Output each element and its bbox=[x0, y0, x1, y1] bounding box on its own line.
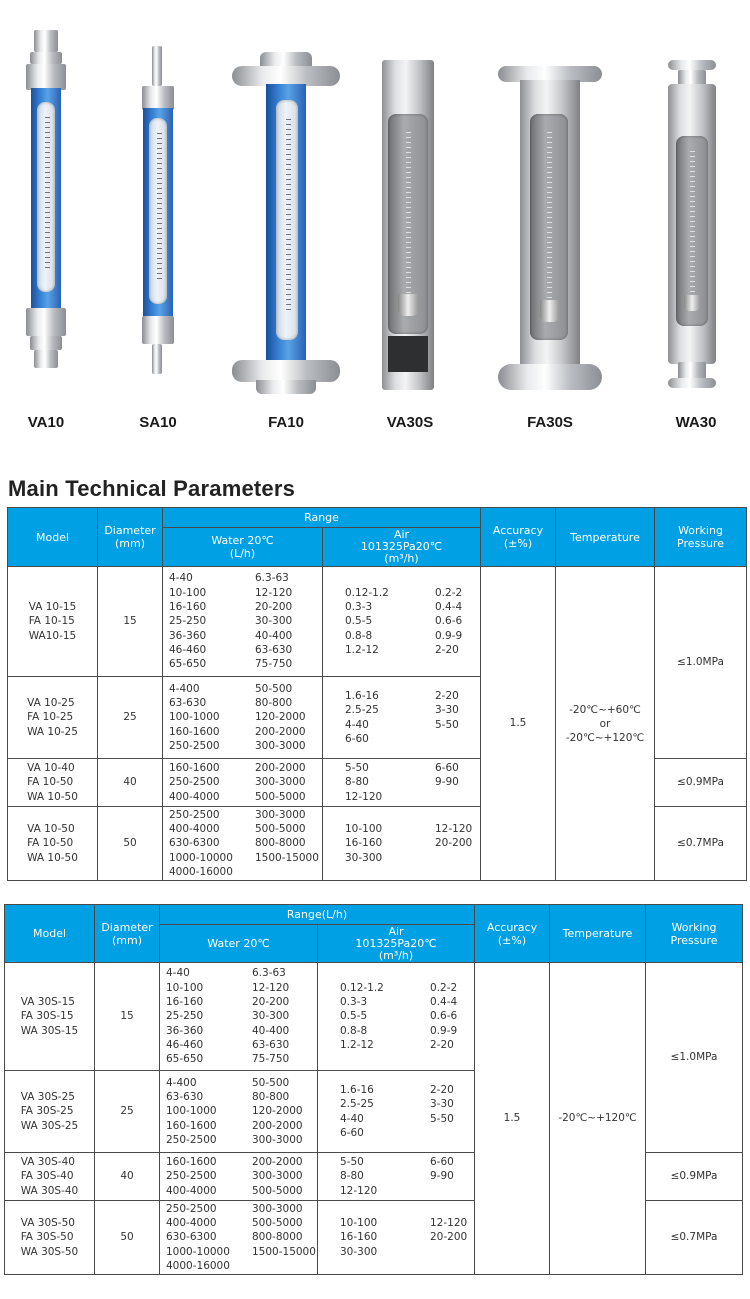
model-name: FA 10-50 bbox=[27, 837, 74, 850]
range-value: 6-60 bbox=[340, 1126, 364, 1139]
range-value: 0.5-5 bbox=[345, 615, 373, 628]
range-value: 0.6-6 bbox=[435, 615, 463, 628]
range-value: 1000-10000 bbox=[166, 1245, 230, 1258]
product-label: FA10 bbox=[268, 414, 304, 431]
temperature-cell: -20℃~+120℃ bbox=[550, 963, 646, 1275]
range-value: 65-650 bbox=[166, 1053, 204, 1066]
range-value: 250-2500 bbox=[166, 1133, 217, 1146]
range-value: 80-800 bbox=[255, 697, 293, 710]
range-value: 4000-16000 bbox=[166, 1259, 230, 1272]
range-value: 1.2-12 bbox=[345, 643, 379, 656]
model-cell bbox=[8, 759, 98, 807]
model-name: WA 30S-25 bbox=[20, 1119, 79, 1132]
range-value: 16-160 bbox=[166, 996, 204, 1009]
diameter-cell: 15 bbox=[98, 567, 163, 677]
range-value: 65-650 bbox=[169, 658, 207, 671]
air-range-cell bbox=[323, 567, 481, 677]
model-name: VA 30S-50 bbox=[20, 1217, 75, 1230]
range-value: 2-20 bbox=[430, 1038, 454, 1051]
range-value: 30-300 bbox=[345, 851, 383, 864]
product-label: FA30S bbox=[527, 414, 573, 431]
range-value: 0.3-3 bbox=[340, 996, 368, 1009]
range-value: 2-20 bbox=[435, 689, 459, 702]
range-value: 0.12-1.2 bbox=[345, 586, 389, 599]
product-va10 bbox=[14, 0, 78, 450]
air-range-cell bbox=[323, 677, 481, 759]
range-value: 12-120 bbox=[435, 823, 473, 836]
range-value: 0.8-8 bbox=[340, 1024, 368, 1037]
range-value: 200-2000 bbox=[255, 725, 306, 738]
header-accuracy: Accuracy (±%) bbox=[481, 508, 556, 567]
range-value: 100-1000 bbox=[169, 711, 220, 724]
diameter-cell: 50 bbox=[95, 1201, 160, 1275]
range-value: 20-200 bbox=[435, 837, 473, 850]
pressure-cell: ≤0.7MPa bbox=[646, 1201, 743, 1275]
range-value: 4-400 bbox=[166, 1076, 197, 1089]
range-value: 500-5000 bbox=[252, 1217, 303, 1230]
model-name: FA 10-15 bbox=[28, 615, 75, 628]
model-name: WA 30S-15 bbox=[20, 1024, 79, 1037]
range-value: 10-100 bbox=[345, 823, 383, 836]
air-range-cell bbox=[318, 1071, 475, 1153]
model-cell bbox=[5, 1071, 95, 1153]
model-cell bbox=[8, 807, 98, 881]
flowmeter-image-sa10 bbox=[126, 0, 190, 400]
range-value: 1500-15000 bbox=[252, 1245, 316, 1258]
range-value bbox=[435, 790, 495, 804]
model-name: FA 30S-40 bbox=[20, 1170, 74, 1183]
range-value: 160-1600 bbox=[169, 762, 220, 775]
range-value: 4-40 bbox=[345, 718, 369, 731]
range-value: 6-60 bbox=[435, 762, 459, 775]
range-value: 40-400 bbox=[252, 1024, 290, 1037]
header-temperature: Temperature bbox=[550, 905, 646, 963]
range-value: 30-300 bbox=[340, 1245, 378, 1258]
model-name: VA 10-15 bbox=[28, 601, 77, 614]
model-cell bbox=[5, 1153, 95, 1201]
model-cell bbox=[8, 677, 98, 759]
range-value: 10-100 bbox=[340, 1217, 378, 1230]
range-value: 1.6-16 bbox=[340, 1083, 374, 1096]
water-range-cell bbox=[160, 1071, 318, 1153]
range-value bbox=[430, 1184, 490, 1198]
range-value: 250-2500 bbox=[166, 1202, 217, 1215]
range-value: 10-100 bbox=[166, 981, 204, 994]
range-value: 63-630 bbox=[255, 643, 293, 656]
range-value bbox=[435, 851, 495, 865]
range-value: 25-250 bbox=[169, 615, 207, 628]
range-value: 16-160 bbox=[169, 601, 207, 614]
model-name: FA 30S-15 bbox=[20, 1010, 74, 1023]
header-diameter: Diameter (mm) bbox=[95, 905, 160, 963]
product-fa30s bbox=[494, 0, 606, 450]
model-name: WA 30S-50 bbox=[20, 1245, 79, 1258]
range-value: 75-750 bbox=[252, 1053, 290, 1066]
header-range: Range bbox=[163, 508, 481, 528]
diameter-cell: 40 bbox=[98, 759, 163, 807]
pressure-cell: ≤1.0MPa bbox=[646, 963, 743, 1153]
range-value: 0.5-5 bbox=[340, 1010, 368, 1023]
range-value: 40-400 bbox=[255, 629, 293, 642]
product-label: VA30S bbox=[386, 414, 434, 431]
pressure-cell: ≤0.9MPa bbox=[646, 1153, 743, 1201]
range-value: 12-120 bbox=[345, 790, 383, 803]
air-range-cell bbox=[318, 1153, 475, 1201]
header-diameter: Diameter (mm) bbox=[98, 508, 163, 567]
range-value: 50-500 bbox=[252, 1076, 290, 1089]
range-value: 50-500 bbox=[255, 682, 293, 695]
range-value: 300-3000 bbox=[255, 808, 306, 821]
range-value: 4-400 bbox=[169, 682, 200, 695]
air-range-cell bbox=[318, 1201, 475, 1275]
header-range: Range(L/h) bbox=[160, 905, 475, 925]
flowmeter-image-wa30 bbox=[660, 0, 732, 400]
header-accuracy: Accuracy (±%) bbox=[475, 905, 550, 963]
range-value: 63-630 bbox=[252, 1038, 290, 1051]
header-air: Air 101325Pa20℃ (m³/h) bbox=[318, 925, 475, 963]
model-cell bbox=[5, 963, 95, 1071]
range-value: 2-20 bbox=[435, 643, 459, 656]
flowmeter-image-va30s bbox=[372, 0, 448, 400]
range-value: 8-80 bbox=[345, 776, 369, 789]
water-range-cell bbox=[163, 807, 323, 881]
range-value: 0.6-6 bbox=[430, 1010, 458, 1023]
range-value: 4-40 bbox=[166, 967, 190, 980]
model-name: FA 30S-25 bbox=[20, 1105, 74, 1118]
range-value bbox=[430, 1126, 490, 1140]
range-value: 46-460 bbox=[169, 643, 207, 656]
range-value: 500-5000 bbox=[255, 823, 306, 836]
flowmeter-image-fa30s bbox=[494, 0, 606, 400]
range-value: 5-50 bbox=[430, 1112, 454, 1125]
range-value: 0.9-9 bbox=[430, 1024, 458, 1037]
range-value bbox=[252, 1259, 322, 1273]
range-value: 0.2-2 bbox=[430, 981, 458, 994]
product-wa30 bbox=[660, 0, 732, 450]
range-value: 12-120 bbox=[252, 981, 290, 994]
range-value bbox=[255, 865, 325, 879]
range-value: 0.3-3 bbox=[345, 601, 373, 614]
range-value: 4000-16000 bbox=[169, 865, 233, 878]
model-name: WA10-15 bbox=[28, 629, 77, 642]
range-value: 400-4000 bbox=[166, 1217, 217, 1230]
flowmeter-image-va10 bbox=[14, 0, 78, 400]
range-value: 400-4000 bbox=[169, 790, 220, 803]
range-value: 1500-15000 bbox=[255, 851, 319, 864]
range-value: 160-1600 bbox=[166, 1119, 217, 1132]
range-value: 3-30 bbox=[430, 1098, 454, 1111]
header-water: Water 20℃ (L/h) bbox=[163, 528, 323, 567]
water-range-cell bbox=[160, 1201, 318, 1275]
range-value: 300-3000 bbox=[252, 1202, 303, 1215]
pressure-cell: ≤0.7MPa bbox=[655, 807, 747, 881]
range-value: 300-3000 bbox=[252, 1170, 303, 1183]
range-value: 160-1600 bbox=[169, 725, 220, 738]
range-value: 200-2000 bbox=[255, 762, 306, 775]
water-range-cell bbox=[163, 677, 323, 759]
range-value: 0.4-4 bbox=[435, 601, 463, 614]
diameter-cell: 25 bbox=[98, 677, 163, 759]
range-value: 20-200 bbox=[252, 996, 290, 1009]
range-value: 9-90 bbox=[435, 776, 459, 789]
model-name: WA 10-25 bbox=[27, 725, 78, 738]
header-air: Air 101325Pa20℃ (m³/h) bbox=[323, 528, 481, 567]
range-value: 120-2000 bbox=[255, 711, 306, 724]
range-value: 250-2500 bbox=[166, 1170, 217, 1183]
spec-table-30s-series bbox=[4, 904, 743, 1275]
product-va30s bbox=[372, 0, 448, 450]
accuracy-cell: 1.5 bbox=[475, 963, 550, 1275]
range-value: 2.5-25 bbox=[345, 704, 379, 717]
range-value: 20-200 bbox=[430, 1231, 468, 1244]
range-value: 630-6300 bbox=[169, 837, 220, 850]
range-value: 16-160 bbox=[345, 837, 383, 850]
model-name: VA 30S-15 bbox=[20, 996, 75, 1009]
range-value: 250-2500 bbox=[169, 776, 220, 789]
model-name: WA 10-50 bbox=[27, 851, 78, 864]
header-water: Water 20℃ bbox=[160, 925, 318, 963]
range-value: 1.6-16 bbox=[345, 689, 379, 702]
pressure-cell: ≤1.0MPa bbox=[655, 567, 747, 759]
range-value: 75-750 bbox=[255, 658, 293, 671]
diameter-cell: 25 bbox=[95, 1071, 160, 1153]
range-value: 63-630 bbox=[166, 1091, 204, 1104]
header-working-pressure: Working Pressure bbox=[646, 905, 743, 963]
range-value: 300-3000 bbox=[255, 739, 306, 752]
water-range-cell bbox=[163, 759, 323, 807]
air-range-cell bbox=[323, 759, 481, 807]
range-value: 4-40 bbox=[340, 1112, 364, 1125]
range-value: 400-4000 bbox=[166, 1184, 217, 1197]
model-name: VA 10-40 bbox=[27, 762, 75, 775]
model-cell bbox=[5, 1201, 95, 1275]
flowmeter-image-fa10 bbox=[226, 0, 346, 400]
pressure-cell: ≤0.9MPa bbox=[655, 759, 747, 807]
range-value: 630-6300 bbox=[166, 1231, 217, 1244]
range-value: 800-8000 bbox=[252, 1231, 303, 1244]
header-working-pressure: Working Pressure bbox=[655, 508, 747, 567]
range-value: 6-60 bbox=[345, 732, 369, 745]
range-value: 6.3-63 bbox=[252, 967, 286, 980]
range-value: 36-360 bbox=[169, 629, 207, 642]
range-value: 1000-10000 bbox=[169, 851, 233, 864]
range-value: 300-3000 bbox=[252, 1133, 303, 1146]
range-value: 16-160 bbox=[340, 1231, 378, 1244]
range-value: 9-90 bbox=[430, 1170, 454, 1183]
range-value: 1.2-12 bbox=[340, 1038, 374, 1051]
range-value: 0.9-9 bbox=[435, 629, 463, 642]
range-value: 0.2-2 bbox=[435, 586, 463, 599]
model-name: FA 10-50 bbox=[27, 776, 74, 789]
range-value: 5-50 bbox=[345, 762, 369, 775]
range-value: 100-1000 bbox=[166, 1105, 217, 1118]
range-value bbox=[435, 732, 495, 746]
diameter-cell: 40 bbox=[95, 1153, 160, 1201]
product-label: SA10 bbox=[139, 414, 177, 431]
range-value: 200-2000 bbox=[252, 1156, 303, 1169]
product-fa10 bbox=[226, 0, 346, 450]
range-value: 400-4000 bbox=[169, 823, 220, 836]
water-range-cell bbox=[160, 963, 318, 1071]
diameter-cell: 50 bbox=[98, 807, 163, 881]
range-value bbox=[430, 1245, 490, 1259]
model-name: VA 10-50 bbox=[27, 823, 75, 836]
range-value: 63-630 bbox=[169, 697, 207, 710]
range-value: 5-50 bbox=[340, 1156, 364, 1169]
range-value: 2.5-25 bbox=[340, 1098, 374, 1111]
product-sa10 bbox=[126, 0, 190, 450]
table-row bbox=[5, 963, 743, 1071]
range-value: 800-8000 bbox=[255, 837, 306, 850]
header-model: Model bbox=[8, 508, 98, 567]
range-value: 10-100 bbox=[169, 586, 207, 599]
header-temperature: Temperature bbox=[556, 508, 655, 567]
table-row bbox=[8, 567, 747, 677]
range-value: 5-50 bbox=[435, 718, 459, 731]
model-name: FA 30S-50 bbox=[20, 1231, 74, 1244]
air-range-cell bbox=[318, 963, 475, 1071]
model-name: VA 30S-40 bbox=[20, 1156, 75, 1169]
range-value: 30-300 bbox=[255, 615, 293, 628]
diameter-cell: 15 bbox=[95, 963, 160, 1071]
range-value: 30-300 bbox=[252, 1010, 290, 1023]
model-cell bbox=[8, 567, 98, 677]
model-name: FA 10-25 bbox=[27, 711, 74, 724]
range-value: 46-460 bbox=[166, 1038, 204, 1051]
range-value: 25-250 bbox=[166, 1010, 204, 1023]
range-value: 12-120 bbox=[255, 586, 293, 599]
range-value: 250-2500 bbox=[169, 808, 220, 821]
range-value: 0.8-8 bbox=[345, 629, 373, 642]
range-value: 4-40 bbox=[169, 572, 193, 585]
range-value: 2-20 bbox=[430, 1083, 454, 1096]
range-value: 12-120 bbox=[430, 1217, 468, 1230]
model-name: WA 10-50 bbox=[27, 790, 78, 803]
spec-table-va10-series bbox=[7, 507, 747, 881]
range-value: 0.12-1.2 bbox=[340, 981, 384, 994]
range-value: 300-3000 bbox=[255, 776, 306, 789]
water-range-cell bbox=[163, 567, 323, 677]
range-value: 80-800 bbox=[252, 1091, 290, 1104]
product-label: WA30 bbox=[675, 414, 717, 431]
air-range-cell bbox=[323, 807, 481, 881]
range-value: 250-2500 bbox=[169, 739, 220, 752]
product-label: VA10 bbox=[27, 414, 65, 431]
range-value: 6-60 bbox=[430, 1156, 454, 1169]
range-value: 20-200 bbox=[255, 601, 293, 614]
range-value: 500-5000 bbox=[252, 1184, 303, 1197]
range-value: 36-360 bbox=[166, 1024, 204, 1037]
range-value: 3-30 bbox=[435, 704, 459, 717]
section-title: Main Technical Parameters bbox=[8, 476, 296, 501]
range-value: 120-2000 bbox=[252, 1105, 303, 1118]
range-value: 160-1600 bbox=[166, 1156, 217, 1169]
model-name: WA 30S-40 bbox=[20, 1184, 79, 1197]
range-value: 0.4-4 bbox=[430, 996, 458, 1009]
range-value: 6.3-63 bbox=[255, 572, 289, 585]
product-gallery bbox=[0, 0, 750, 450]
accuracy-cell: 1.5 bbox=[481, 567, 556, 881]
model-name: VA 30S-25 bbox=[20, 1091, 75, 1104]
header-model: Model bbox=[5, 905, 95, 963]
range-value: 8-80 bbox=[340, 1170, 364, 1183]
range-value: 12-120 bbox=[340, 1184, 378, 1197]
range-value: 200-2000 bbox=[252, 1119, 303, 1132]
water-range-cell bbox=[160, 1153, 318, 1201]
temperature-cell: -20℃~+60℃ or -20℃~+120℃ bbox=[556, 567, 655, 881]
range-value: 500-5000 bbox=[255, 790, 306, 803]
model-name: VA 10-25 bbox=[27, 697, 75, 710]
